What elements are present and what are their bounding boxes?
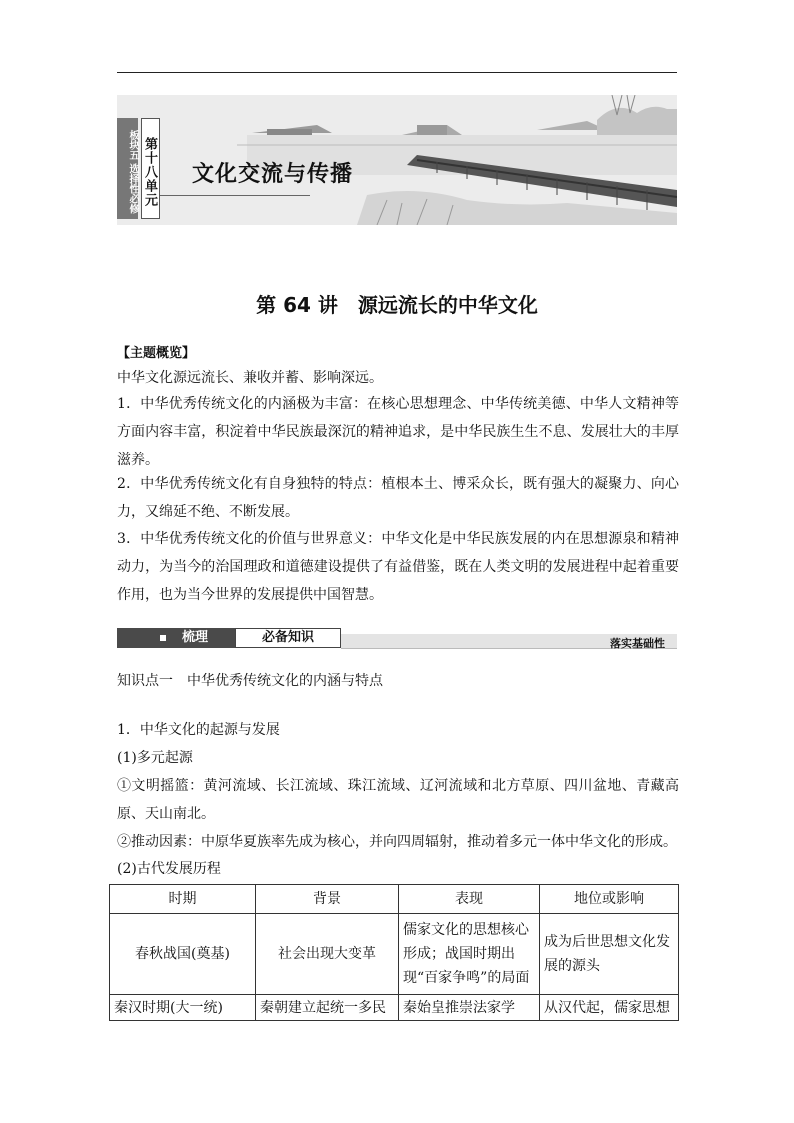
heading-multiple-origins: (1)多元起源 — [117, 750, 193, 766]
unit-banner — [117, 95, 677, 225]
item-cradles: ①文明摇篮：黄河流域、长江流域、珠江流域、辽河流域和北方草原、四川盆地、青藏高原、天山南北。 — [117, 778, 679, 822]
overview-point-1: 1．中华优秀传统文化的内涵极为丰富：在核心思想理念、中华传统美德、中华人文精神等方面内容丰富，积淀着中华民族最深沉的精神追求，是中华民族生生不息、发展壮大的丰厚滋养。 — [117, 396, 679, 468]
history-table — [109, 884, 679, 1021]
unit-title: 文化交流与传播 — [192, 162, 354, 187]
table-cell-performance: 儒家文化的思想核心形成；战国时期出现“百家争鸣”的局面 — [399, 914, 540, 995]
table-cell-period: 秦汉时期(大一统) — [110, 995, 256, 1021]
unit-tag: 第十八单元 — [141, 118, 160, 219]
header-rule — [117, 72, 677, 73]
knowledge-point-title: 知识点一 中华优秀传统文化的内涵与特点 — [117, 673, 383, 689]
overview-point-3: 3．中华优秀传统文化的价值与世界意义：中华文化是中华民族发展的内在思想源泉和精神动力，为当今的治国理政和道德建设提供了有益借鉴，既在人类文明的发展进程中起着重要作用，也为当今世界的发展提供中国智慧。 — [117, 531, 679, 603]
section-bar — [117, 628, 677, 649]
square-bullet-icon — [160, 635, 166, 641]
overview-heading: 【主题概览】 — [117, 346, 196, 361]
table-cell-background: 秦朝建立起统一多民 — [256, 995, 399, 1021]
section-bar-dark — [117, 628, 235, 648]
overview-point-2: 2．中华优秀传统文化有自身独特的特点：植根本土、博采众长，既有强大的凝聚力、向心力，又绵延不绝、不断发展。 — [117, 476, 679, 520]
item-drivers: ②推动因素：中原华夏族率先成为核心，并向四周辐射，推动着多元一体中华文化的形成。 — [117, 834, 677, 850]
table-header-cell: 地位或影响 — [540, 885, 679, 914]
section-tag: 板块五 选择性必修 — [117, 118, 138, 219]
table-header-cell: 表现 — [399, 885, 540, 914]
section-bar-box: 必备知识 — [235, 628, 341, 648]
heading-origin-development: 1．中华文化的起源与发展 — [117, 722, 280, 738]
table-cell-background: 社会出现大变革 — [256, 914, 399, 995]
section-bar-label: 梳理 — [182, 630, 209, 645]
table-cell-influence: 从汉代起，儒家思想 — [540, 995, 679, 1021]
table-header-cell: 时期 — [110, 885, 256, 914]
overview-intro: 中华文化源远流长、兼收并蓄、影响深远。 — [117, 370, 383, 386]
table-row — [110, 914, 679, 995]
table-header-cell: 背景 — [256, 885, 399, 914]
section-bar-right-label: 落实基础性 — [610, 637, 665, 650]
table-cell-influence: 成为后世思想文化发展的源头 — [540, 914, 679, 995]
table-row — [110, 995, 679, 1021]
heading-ancient-history: (2)古代发展历程 — [117, 861, 221, 877]
banner-underline — [160, 195, 310, 196]
lecture-title: 第 64 讲 源远流长的中华文化 — [256, 293, 538, 317]
table-header-row — [110, 885, 679, 914]
table-cell-performance: 秦始皇推崇法家学 — [399, 995, 540, 1021]
table-cell-period: 春秋战国(奠基) — [110, 914, 256, 995]
